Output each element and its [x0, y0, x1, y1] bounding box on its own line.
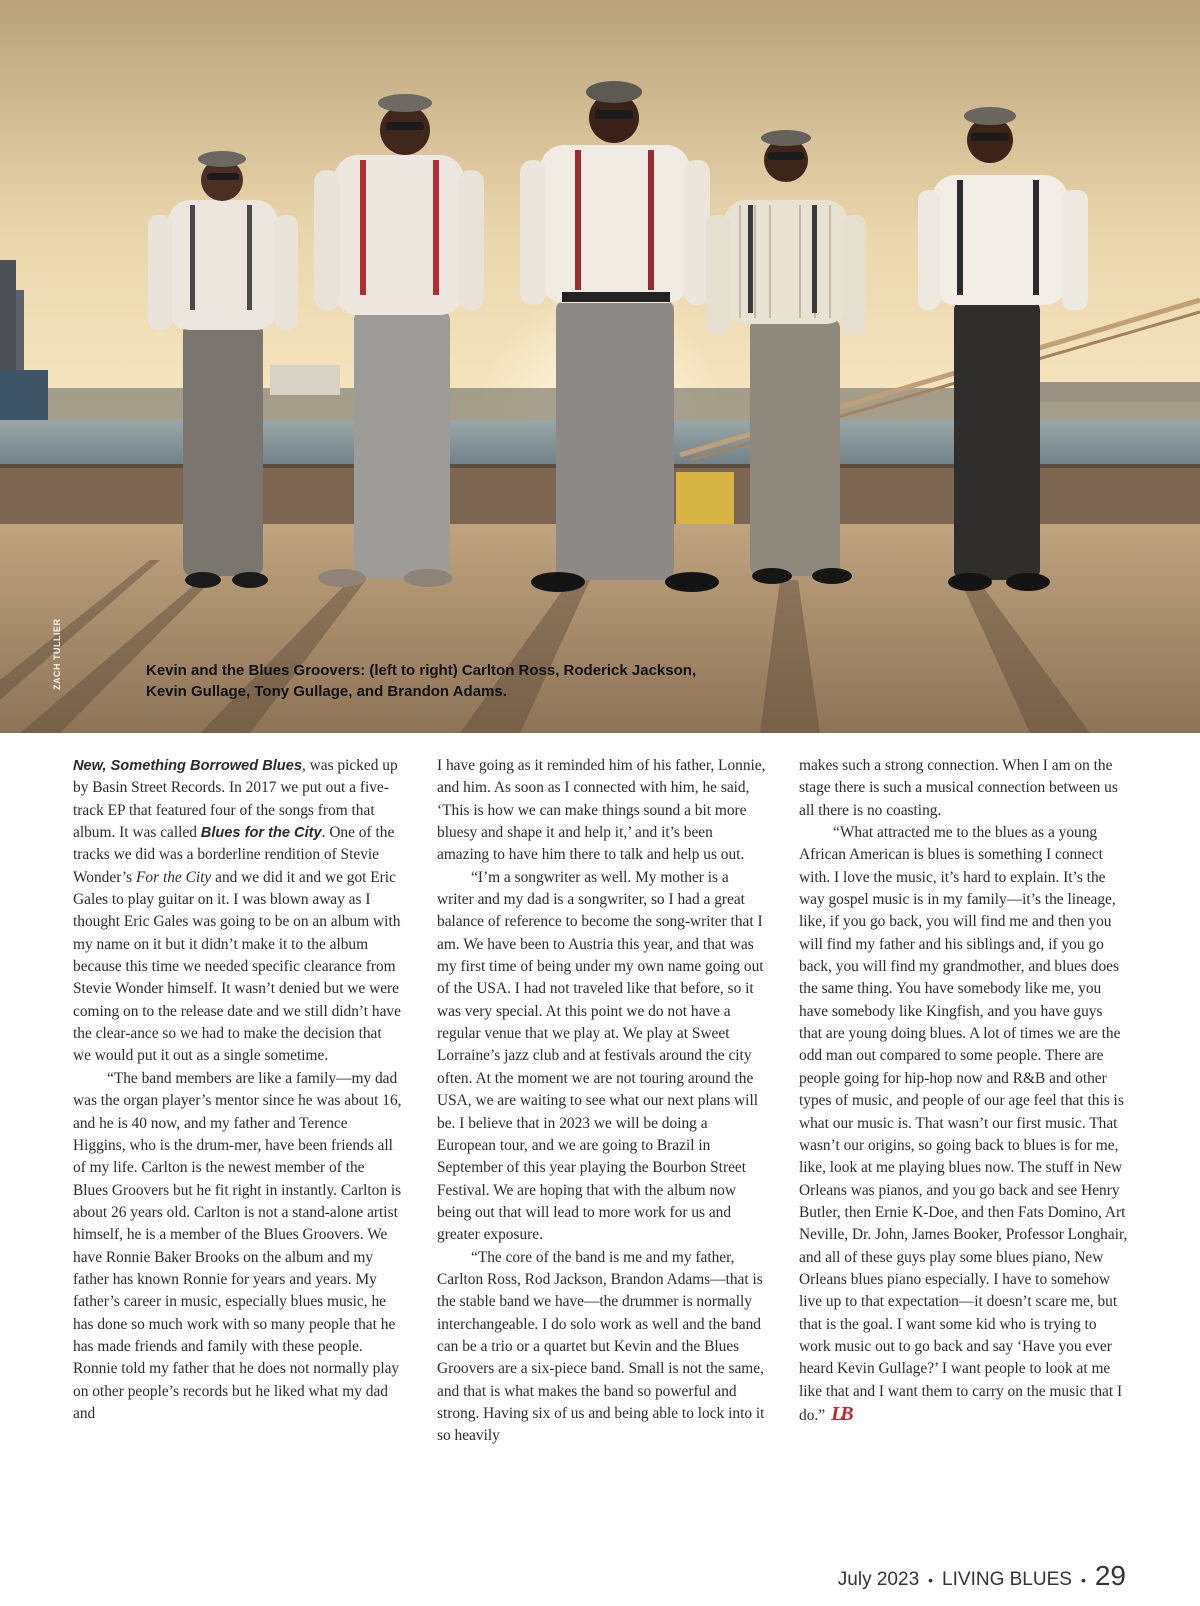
article-paragraph: “The band members are like a family—my dad was the organ player’s mentor since he was about 16, and he is 40 now, and my father and Terence Higgins, who is the drum-mer, have been friends all of my life. Carlton is the newest member of the Blues Groovers but he fit right in instantly. Carlton is about 26 years old. Carlton is not a stand-alone artist himself, he is a member of the Blues Groovers. We have Ronnie Baker Brooks on the album and my father has known Ronnie for years and years. My father’s career in music, especially blues music, he has done so much work with so many people that he has made friends and family with these people. Ronnie told my father that he does not normally play on other people’s records but he liked what my dad and [73, 1069, 402, 1422]
magazine-name: LIVING BLUES [942, 1569, 1072, 1590]
page-number: 29 [1094, 1560, 1126, 1591]
band-photo [0, 0, 1200, 733]
article-paragraph: “The core of the band is me and my father, Carlton Ross, Rod Jackson, Brandon Adams—that is the stable band we have—the drummer is normally interchangeable. I do solo work as well and the band can be a trio or a quartet but Kevin and the Blues Groovers are a six-piece band. Small is not the same, and that is what makes the band so powerful and strong. Having six of us and being able to lock into it so heavily [437, 1248, 765, 1445]
paragraph-text: . One of the tracks we did was a borderline rendition of Stevie Wonder’s [73, 824, 395, 886]
article-paragraph [73, 755, 403, 1068]
article-column-2 [437, 755, 767, 1448]
article-paragraph: “I’m a songwriter as well. My mother is a writer and my dad is a songwriter, so I had a great balance of reference to become the song-writer that I am. We have been to Austria this year, and that was my first time of being under my own name going out of the USA. I had not traveled like that before, so it was very special. At this point we do not have a regular venue that we play at. We play at Sweet Lorraine’s jazz club and at festivals around the city often. At the moment we are not touring around the USA, we are waiting to see what our next plans will be. I believe that in 2023 we will be doing a European tour, and we are going to Brazil in September of this year playing the Bourbon Street Festival. We are hoping that with the album now being out that will lead to more work for us and greater exposure. [437, 868, 764, 1244]
band-photo-image [0, 0, 1200, 733]
issue-date: July 2023 [837, 1569, 920, 1590]
bullet-separator: • [1080, 1572, 1086, 1588]
page-footer [838, 1560, 1126, 1592]
paragraph-text: and we did it and we got Eric Gales to play guitar on it. I was blown away as I thought Eric Gales was going to be on an album with my name on it but it didn’t make it to the album because this time we needed specific clearance from Stevie Wonder himself. It wasn’t denied but we were coming on to the release date and we still didn’t have the clear-ance so we had to make the decision that we would put it out as a single sometime. [73, 868, 401, 1065]
album-title: New, Something Borrowed Blues [73, 758, 302, 774]
photo-caption-line: Kevin and the Blues Groovers: (left to right) Carlton Ross, Roderick Jackson, [146, 662, 697, 679]
article-paragraph: I have going as it reminded him of his father, Lonnie, and him. As soon as I connected with him, he said, ‘This is how we can make things sound a bit more bluesy and shape it and help it,’ and it’s been amazing to have him there to talk and help us out. [437, 757, 766, 864]
paragraph-text: , was picked up by Basin Street Records. In 2017 we put out a five-track EP that featured four of the songs from that album. It was called [73, 757, 398, 842]
article-paragraph [799, 822, 1129, 1427]
song-title: For the City [136, 868, 212, 886]
end-mark-logo: LB [831, 1402, 851, 1425]
bullet-separator: • [928, 1572, 934, 1588]
album-title: Blues for the City [200, 825, 322, 842]
article-column-3 [799, 755, 1129, 1427]
paragraph-text: “What attracted me to the blues as a young African American is blues is something I connect with. I love the music, it’s hard to explain. It’s the way gospel music is in my family—it’s the lineage, like, if you go back, you will find me and then you will find my father and his siblings and, if you go back, you will find my grandmother, and blues does the same thing. You have somebody like me, you have somebody like Kingfish, and you have guys that are young doing blues. A lot of times we are the odd man out compared to some people. There are people going for hip-hop now and R&B and other types of music, and people of our age feel that this is what our music is. That wasn’t our first music. That wasn’t our origins, so going back to blues is for me, like, look at me playing blues now. The stuff in New Orleans was pianos, and you go back and see Henry Butler, then Ernie K-Doe, and then Fats Domino, Art Neville, Dr. John, James Booker, Professor Longhair, and all of these guys play some blues piano, New Orleans blues piano especially. I have to somehow live up to that expectation—it doesn’t scare me, but that is the goal. I want some kid who is trying to work music out to go back and say ‘Have you ever heard Kevin Gullage?’ I want people to look at me like that and I want them to carry on the music that I do.” [799, 824, 1128, 1424]
article-paragraph: makes such a strong connection. When I am on the stage there is such a musical connection between us all there is no coasting. [799, 757, 1118, 819]
photo-credit: ZACH TULLIER [52, 618, 62, 690]
photo-caption [146, 660, 786, 702]
article-column-1 [73, 755, 403, 1425]
photo-caption-line: Kevin Gullage, Tony Gullage, and Brandon Adams. [146, 683, 507, 700]
